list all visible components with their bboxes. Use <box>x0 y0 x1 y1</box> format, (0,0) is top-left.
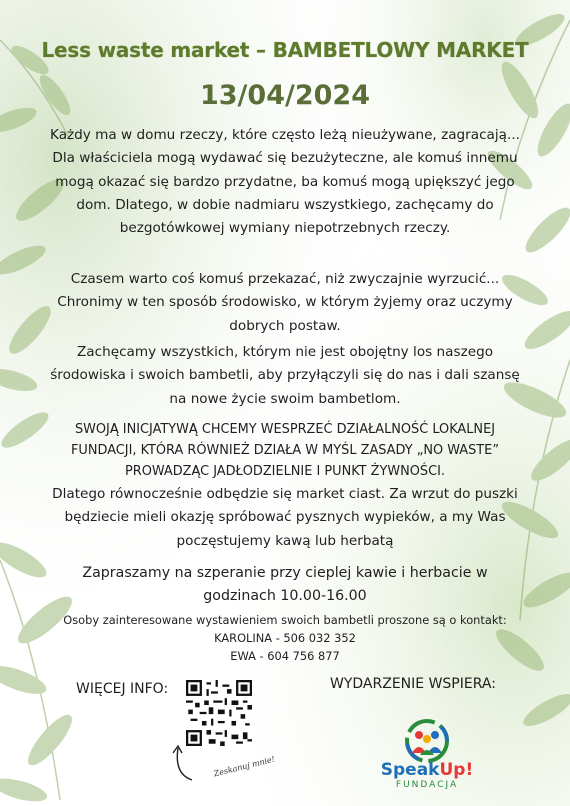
paragraph-encouragement: Zachęcamy wszystkich, którym nie jest obojętny los naszego środowiska i swoich bambetli, aby przyłączyli się do nas i dali szansę na nowe życie swoim bambetlom. <box>50 344 520 407</box>
speakup-people-icon <box>398 715 456 765</box>
scan-me-caption: Zeskanuj mnie! <box>212 754 276 779</box>
logo-speak: Speak <box>380 760 440 780</box>
qr-code-icon[interactable] <box>186 680 252 746</box>
paragraph-intro: Każdy ma w domu rzeczy, które często leżą nieużywane, zagracają... Dla właściciela mogą wydawać się bezużyteczne, ale komuś innemu mogą okazać się bardzo przydatne, ba komuś mogą upiększyć jego dom. Dlatego, w dobie nadmiaru wszystkiego, zachęcamy do bezgotówkowej wymiany niepotrzebnych rzeczy. <box>50 127 520 237</box>
paragraph-cake-market: Dlatego równocześnie odbędzie się market ciast. Za wrzut do puszki będziecie mieli okazję spróbować pysznych wypieków, a my Was poczęstujemy kawą lub herbatą <box>52 486 518 549</box>
event-date: 13/04/2024 <box>199 80 370 111</box>
flyer-title: Less waste market – BAMBETLOWY MARKET <box>41 38 529 62</box>
sponsor-logo-name <box>372 760 482 780</box>
sponsor-logo-sub: FUNDACJA <box>395 780 459 790</box>
curved-arrow-icon <box>170 740 210 785</box>
logo-up: Up! <box>439 760 474 780</box>
more-info-label: WIĘCEJ INFO: <box>76 681 169 697</box>
contact-intro: Osoby zainteresowane wystawieniem swoich bambetli proszone są o kontakt: <box>63 613 507 627</box>
paragraph-invitation: Zapraszamy na szperanie przy cieplej kawie i herbacie w godzinach 10.00-16.00 <box>82 565 488 605</box>
paragraph-environment: Czasem warto coś komuś przekazać, niż zwyczajnie wyrzucić... Chronimy w ten sposób środowisko, w którym żyjemy oraz uczymy dobrych postaw. <box>57 271 513 334</box>
paragraph-foundation: SWOJĄ INICJATYWĄ CHCEMY WESPRZEĆ DZIAŁALNOŚĆ LOKALNEJ FUNDACJI, KTÓRA RÓWNIEŻ DZIAŁA W MYŚL ZASADY „NO WASTE” PROWADZĄC JADŁODZIELNIE I PUNKT ŻYWNOŚCI. <box>71 422 499 479</box>
contact-karolina: KAROLINA - 506 032 352 <box>214 631 356 645</box>
contact-block <box>40 611 530 665</box>
contact-ewa: EWA - 604 756 877 <box>230 649 340 663</box>
sponsor-label: WYDARZENIE WSPIERA: <box>330 676 496 692</box>
